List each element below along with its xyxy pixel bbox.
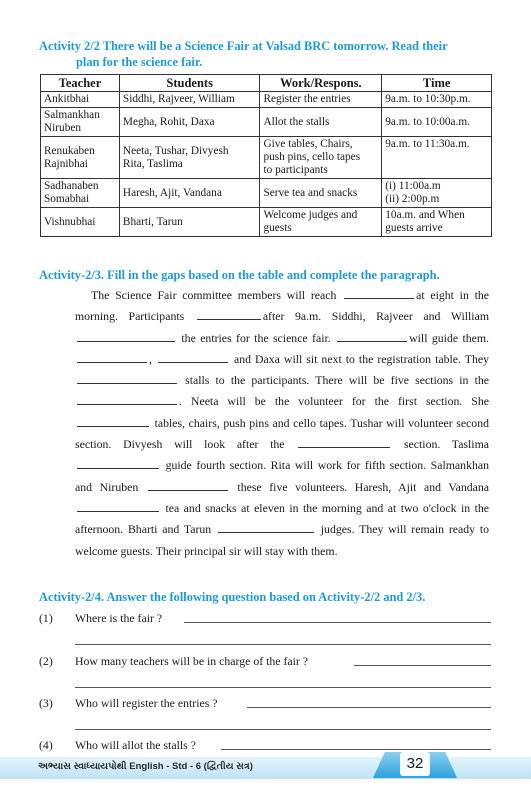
paragraph-text: after 9a.m. Siddhi, Rajveer and William	[262, 309, 490, 324]
paragraph-text: judges. They will remain ready to welcome guests. Their principal sir will stay with them.	[75, 522, 489, 558]
teacher-name: Salmankhan	[44, 109, 100, 121]
blank-line[interactable]	[158, 353, 228, 363]
blank-line[interactable]	[344, 289, 414, 299]
activity-2-2-heading-line2: plan for the science fair.	[76, 55, 203, 69]
work-text: push pins, cello tapes	[263, 151, 361, 163]
table-header-row	[41, 75, 492, 92]
header-students: Students	[119, 75, 260, 92]
blank-line[interactable]	[197, 310, 261, 320]
activity-2-2-heading	[39, 38, 494, 70]
work-text: to participants	[263, 164, 328, 176]
paragraph-text: stalls to the participants. There will be five sections in the	[185, 373, 489, 388]
teacher-cell	[41, 208, 120, 237]
time-cell	[382, 208, 492, 237]
question-number: (4)	[39, 738, 53, 752]
blank-line[interactable]	[77, 395, 177, 405]
paragraph-text: these five volunteers. Haresh, Ajit and Vandana	[237, 479, 490, 494]
footer-book-title: અભ્યાસ સ્વાધ્યાયપોથી English - Std - 6 (દ્વિતીય સત્ર)	[38, 761, 253, 772]
page-footer	[0, 752, 531, 780]
work-cell	[260, 179, 382, 208]
answer-line[interactable]	[247, 707, 491, 708]
time-text: 9a.m. to 10:30p.m.	[385, 93, 471, 105]
fill-gaps-paragraph	[75, 285, 489, 562]
time-text: 9a.m. to 11:30a.m.	[385, 138, 470, 150]
header-time: Time	[382, 75, 492, 92]
paragraph-text: section. Taslima	[403, 437, 489, 452]
paragraph-text: tea and snacks at eleven in the morning and at two o'clock in the afternoon. Bharti and Tarun	[75, 500, 489, 537]
time-text: 10a.m. and When	[385, 209, 465, 221]
header-work: Work/Respons.	[260, 75, 382, 92]
teacher-name: Renukaben	[44, 144, 95, 157]
table-row	[41, 208, 492, 237]
paragraph-text: will guide them.	[409, 330, 489, 345]
students-cell	[119, 137, 260, 179]
students-cell	[119, 179, 260, 208]
teacher-name: Rajnibhai	[44, 157, 88, 170]
blank-line[interactable]	[77, 374, 177, 384]
time-text: 9a.m. to 10:00a.m.	[385, 115, 470, 128]
work-cell	[260, 92, 382, 108]
answer-line[interactable]	[75, 687, 491, 688]
teacher-cell	[41, 108, 120, 137]
question-number: (3)	[39, 696, 53, 710]
work-cell	[260, 137, 382, 179]
question-text: Who will allot the stalls ?	[75, 738, 196, 752]
work-cell	[260, 108, 382, 137]
work-text: Register the entries	[263, 93, 351, 105]
teacher-name: Ankitbhai	[44, 93, 90, 105]
table-row	[41, 137, 492, 179]
students-cell	[119, 108, 260, 137]
time-text: (i) 11:00a.m	[385, 180, 441, 192]
question-number: (1)	[39, 611, 53, 625]
blank-line[interactable]	[77, 353, 147, 363]
teacher-cell	[41, 92, 120, 108]
blank-line[interactable]	[218, 523, 314, 533]
students-text: Haresh, Ajit, Vandana	[122, 186, 222, 199]
blank-line[interactable]	[77, 459, 159, 469]
paragraph-text: guide fourth section. Rita will work for fifth section. Salmankhan and Niruben	[75, 458, 489, 494]
students-cell	[119, 92, 260, 108]
paragraph-text: and Daxa will sit next to the registration table. They	[233, 351, 489, 366]
teacher-name: Somabhai	[44, 193, 90, 205]
teacher-cell	[41, 179, 120, 208]
activity-2-4-heading: Activity-2/4. Answer the following question based on Activity-2/2 and 2/3.	[39, 590, 426, 604]
answer-line[interactable]	[184, 622, 491, 623]
students-text: Neeta, Tushar, Divyesh	[122, 144, 229, 157]
blank-line[interactable]	[337, 332, 407, 342]
blank-line[interactable]	[298, 438, 390, 448]
work-text: Welcome judges and	[263, 209, 358, 221]
question-text: Where is the fair ?	[75, 611, 163, 625]
blank-line[interactable]	[148, 481, 228, 491]
students-text: Bharti, Tarun	[122, 215, 183, 228]
answer-line[interactable]	[75, 729, 491, 730]
students-text: Megha, Rohit, Daxa	[122, 115, 215, 128]
work-cell	[260, 208, 382, 237]
activity-2-3-heading: Activity-2/3. Fill in the gaps based on the table and complete the paragraph.	[39, 268, 440, 282]
activity-2-2-heading-line1: Activity 2/2 There will be a Science Fair at Valsad BRC tomorrow. Read their	[39, 39, 448, 53]
time-cell	[382, 137, 492, 179]
question-text: Who will register the entries ?	[75, 696, 218, 710]
blank-line[interactable]	[77, 502, 159, 512]
paragraph-text: the entries for the science fair.	[181, 330, 331, 345]
teacher-name: Sadhanaben	[44, 180, 99, 192]
students-cell	[119, 208, 260, 237]
teacher-cell	[41, 137, 120, 179]
question-text: How many teachers will be in charge of the fair ?	[75, 654, 309, 668]
table-row	[41, 179, 492, 208]
answer-line[interactable]	[75, 644, 491, 645]
students-text: Siddhi, Rajveer, William	[122, 93, 235, 105]
blank-line[interactable]	[77, 332, 175, 342]
header-teacher: Teacher	[41, 75, 120, 92]
question-number: (2)	[39, 654, 53, 668]
blank-line[interactable]	[77, 417, 149, 427]
answer-line[interactable]	[221, 749, 491, 750]
time-cell	[382, 179, 492, 208]
work-text: Allot the stalls	[263, 115, 330, 128]
answer-line[interactable]	[354, 665, 491, 666]
table-row	[41, 108, 492, 137]
work-text: Give tables, Chairs,	[263, 138, 353, 150]
work-text: Serve tea and snacks	[263, 186, 358, 199]
paragraph-text: tables, chairs, push pins and cello tapes. Tushar will volunteer second section. Divyesh will look after the	[75, 415, 489, 452]
students-text: Rita, Taslima	[122, 157, 183, 170]
work-text: guests	[263, 222, 292, 234]
page-number: 32	[400, 752, 430, 776]
time-cell	[382, 92, 492, 108]
time-cell	[382, 108, 492, 137]
science-fair-plan-table	[40, 74, 492, 237]
time-text: guests arrive	[385, 222, 443, 234]
paragraph-text: The Science Fair committee members will reach	[91, 288, 337, 302]
paragraph-text: . Neeta will be the volunteer for the first section. She	[179, 394, 489, 409]
teacher-name: Vishnubhai	[44, 215, 96, 228]
teacher-name: Niruben	[44, 122, 82, 134]
paragraph-text: ,	[149, 351, 152, 366]
paragraph-text: at eight in the morning. Participants	[75, 288, 490, 324]
table-row	[41, 92, 492, 108]
time-text: (ii) 2:00p.m	[385, 193, 440, 205]
